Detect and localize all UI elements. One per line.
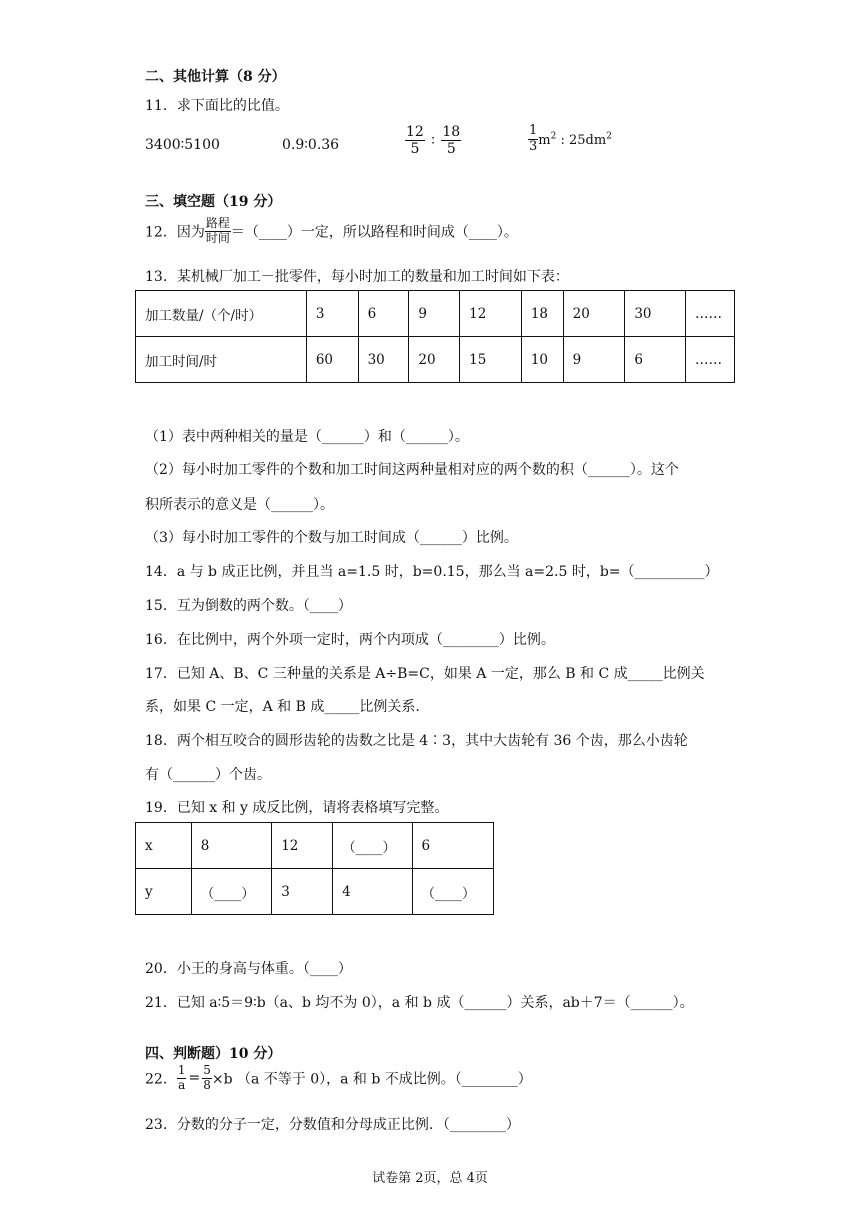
table-cell: 18 xyxy=(521,291,563,337)
ratio-expression-3: $\frac{12}{5}$ ∶ $\frac{18}{5}$ xyxy=(406,124,461,158)
table-cell: 6 xyxy=(625,337,686,383)
table-cell: x xyxy=(136,823,192,869)
question-19: 19．已知 x 和 y 成反比例，请将表格填写完整。 xyxy=(145,800,449,816)
table-cell: 6 xyxy=(412,823,493,869)
question-17-line-2: 系，如果 C 一定，A 和 B 成_____比例关系. xyxy=(145,699,420,715)
question-13-part-1: （1）表中两种相关的量是（______）和（______）。 xyxy=(145,429,469,445)
question-13-part-2-line-2: 积所表示的意义是（______）。 xyxy=(145,497,334,513)
table-cell: 9 xyxy=(563,337,625,383)
table-cell: …… xyxy=(686,337,735,383)
section-heading-judgement: 四、判断题）10 分） xyxy=(145,1046,282,1062)
question-18-line-1: 18．两个相互咬合的圆形齿轮的齿数之比是 4∶3，其中大齿轮有 36 个齿，那么小齿轮 xyxy=(145,733,688,749)
question-14: 14．a 与 b 成正比例，并且当 a=1.5 时，b=0.15，那么当 a=2.5 时，b=（__________） xyxy=(145,564,719,580)
table-cell: 8 xyxy=(191,823,271,869)
question-21: 21．已知 a∶5＝9∶b（a、b 均不为 0），a 和 b 成（______）关系，ab＋7＝（______）。 xyxy=(145,995,694,1011)
table-cell: 12 xyxy=(460,291,522,337)
ratio-expression-1: 3400∶5100 xyxy=(145,137,220,153)
table-cell: …… xyxy=(686,291,735,337)
table-row xyxy=(136,337,735,383)
section-heading-other-calc: 二、其他计算（8 分） xyxy=(145,69,286,85)
section-heading-fill-blank: 三、填空题（19 分） xyxy=(145,194,282,210)
table-cell: 20 xyxy=(563,291,625,337)
table-cell: 10 xyxy=(521,337,563,383)
question-13-part-2-line-1: （2）每小时加工零件的个数和加工时间这两种量相对应的两个数的积（______）。这个 xyxy=(145,462,679,478)
table-cell: 9 xyxy=(409,291,460,337)
table-cell: y xyxy=(136,869,192,915)
table-cell: （____） xyxy=(333,823,412,869)
table-cell: 20 xyxy=(409,337,460,383)
table-cell: 4 xyxy=(333,869,412,915)
page-footer: 试卷第 2页，总 4页 xyxy=(372,1171,488,1186)
question-11: 11．求下面比的比值。 xyxy=(145,98,289,114)
table-cell: 60 xyxy=(306,337,358,383)
table-row xyxy=(136,823,494,869)
question-13-part-3: （3）每小时加工零件的个数与加工时间成（______）比例。 xyxy=(145,530,518,546)
table-cell: 加工时间/时 xyxy=(136,337,307,383)
question-18-line-2: 有（______）个齿。 xyxy=(145,767,271,783)
ratio-expression-4: $\frac{1}{3}$ $m^2$ : $25dm^2$ xyxy=(529,123,612,154)
question-12: 12．因为 $\frac{\text{路程}}{\text{时间}}$ ＝（____）一定，所以路程和时间成（____）。 xyxy=(145,216,518,245)
table-cell: 6 xyxy=(358,291,409,337)
question-15: 15．互为倒数的两个数。（____） xyxy=(145,598,352,614)
table-cell: 3 xyxy=(272,869,333,915)
inverse-proportion-table xyxy=(135,822,494,915)
question-17-line-1: 17．已知 A、B、C 三种量的关系是 A÷B=C，如果 A 一定，那么 B 和 C 成_____比例关 xyxy=(145,666,705,682)
processing-table xyxy=(135,290,735,383)
table-cell: 加工数量/（个/时） xyxy=(136,291,307,337)
table-cell: 30 xyxy=(358,337,409,383)
table-row xyxy=(136,291,735,337)
table-cell: 12 xyxy=(272,823,333,869)
table-row xyxy=(136,869,494,915)
ratio-expression-2: 0.9∶0.36 xyxy=(282,137,340,153)
table-cell: 3 xyxy=(306,291,358,337)
question-16: 16．在比例中，两个外项一定时，两个内项成（________）比例。 xyxy=(145,632,555,648)
table-cell: （____） xyxy=(191,869,271,915)
table-cell: （____） xyxy=(412,869,493,915)
question-23: 23．分数的分子一定，分数值和分母成正比例．（________） xyxy=(145,1117,520,1133)
question-20: 20．小王的身高与体重。（____） xyxy=(145,961,352,977)
table-cell: 30 xyxy=(625,291,686,337)
question-13: 13．某机械厂加工－批零件，每小时加工的数量和加工时间如下表： xyxy=(145,269,569,285)
question-22: 22． $\frac{1}{a}$ = $\frac{5}{8}$ ×b （a 不等于 0），a 和 b 不成比例。（________） xyxy=(145,1063,532,1092)
table-cell: 15 xyxy=(460,337,522,383)
